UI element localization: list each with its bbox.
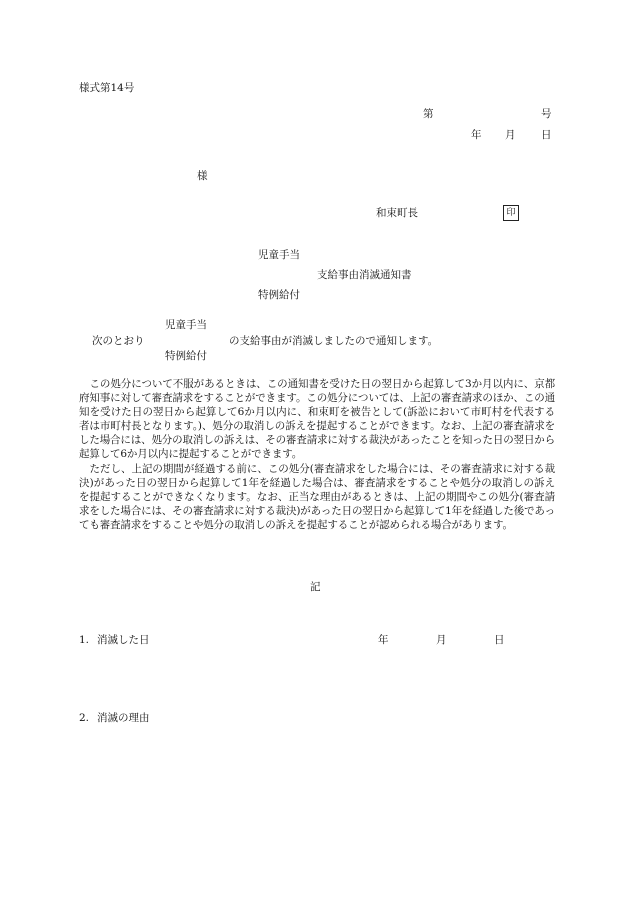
instructions-block	[79, 377, 555, 532]
doc-number-prefix: 第	[423, 108, 434, 120]
addressee-honorific: 様	[197, 170, 208, 182]
date-day: 日	[541, 129, 552, 141]
item-1-day: 日	[494, 634, 505, 646]
notice-prefix: 次のとおり	[92, 335, 145, 347]
doc-number-suffix: 号	[541, 108, 552, 120]
instruction-paragraph-2: ただし、上記の期間が経過する前に、この処分(審査請求をした場合には、その審査請求に対する裁決)があった日の翌日から起算して1年を経過した場合は、審査請求をすることや処分の取消しの訴えを提起することができなくなります。なお、正当な理由があるときは、上記の期間やこの処分(審査請求をした場合には、その審査請求に対する裁決)があった日の翌日から起算して1年を経過した後であっても審査請求をすることや処分の取消しの訴えを提起することが認められる場合があります。	[79, 462, 556, 531]
issuer-name: 和束町長	[376, 207, 418, 219]
item-1-month: 月	[436, 634, 447, 646]
notice-option-1: 児童手当	[165, 319, 207, 331]
item-1-label: 消滅した日	[97, 634, 150, 646]
date-year: 年	[471, 129, 482, 141]
item-1-number: 1.	[79, 634, 90, 646]
form-number: 様式第14号	[79, 82, 135, 94]
date-month: 月	[505, 129, 516, 141]
item-2-number: 2.	[79, 712, 90, 724]
item-2-label: 消滅の理由	[97, 712, 150, 724]
title-line-3: 特例給付	[258, 289, 300, 301]
notice-suffix: の支給事由が消滅しましたので通知します。	[229, 335, 439, 347]
title-line-1: 児童手当	[258, 249, 300, 261]
item-1-year: 年	[378, 634, 389, 646]
ki-heading: 記	[310, 581, 321, 593]
seal-box: 印	[503, 205, 519, 221]
notice-option-2: 特例給付	[165, 350, 207, 362]
title-line-2: 支給事由消滅通知書	[317, 269, 412, 281]
instruction-paragraph-1: この処分について不服があるときは、この通知書を受けた日の翌日から起算して3か月以内に、京都府知事に対して審査請求をすることができます。この処分については、上記の審査請求のほか、この通知を受けた日の翌日から起算して6か月以内に、和束町を被告として(訴訟において市町村を代表する者は市町村長となります。)、処分の取消しの訴えを提起することができます。なお、上記の審査請求をした場合には、処分の取消しの訴えは、その審査請求に対する裁決があったことを知った日の翌日から起算して6か月以内に提起することができます。	[79, 378, 555, 461]
